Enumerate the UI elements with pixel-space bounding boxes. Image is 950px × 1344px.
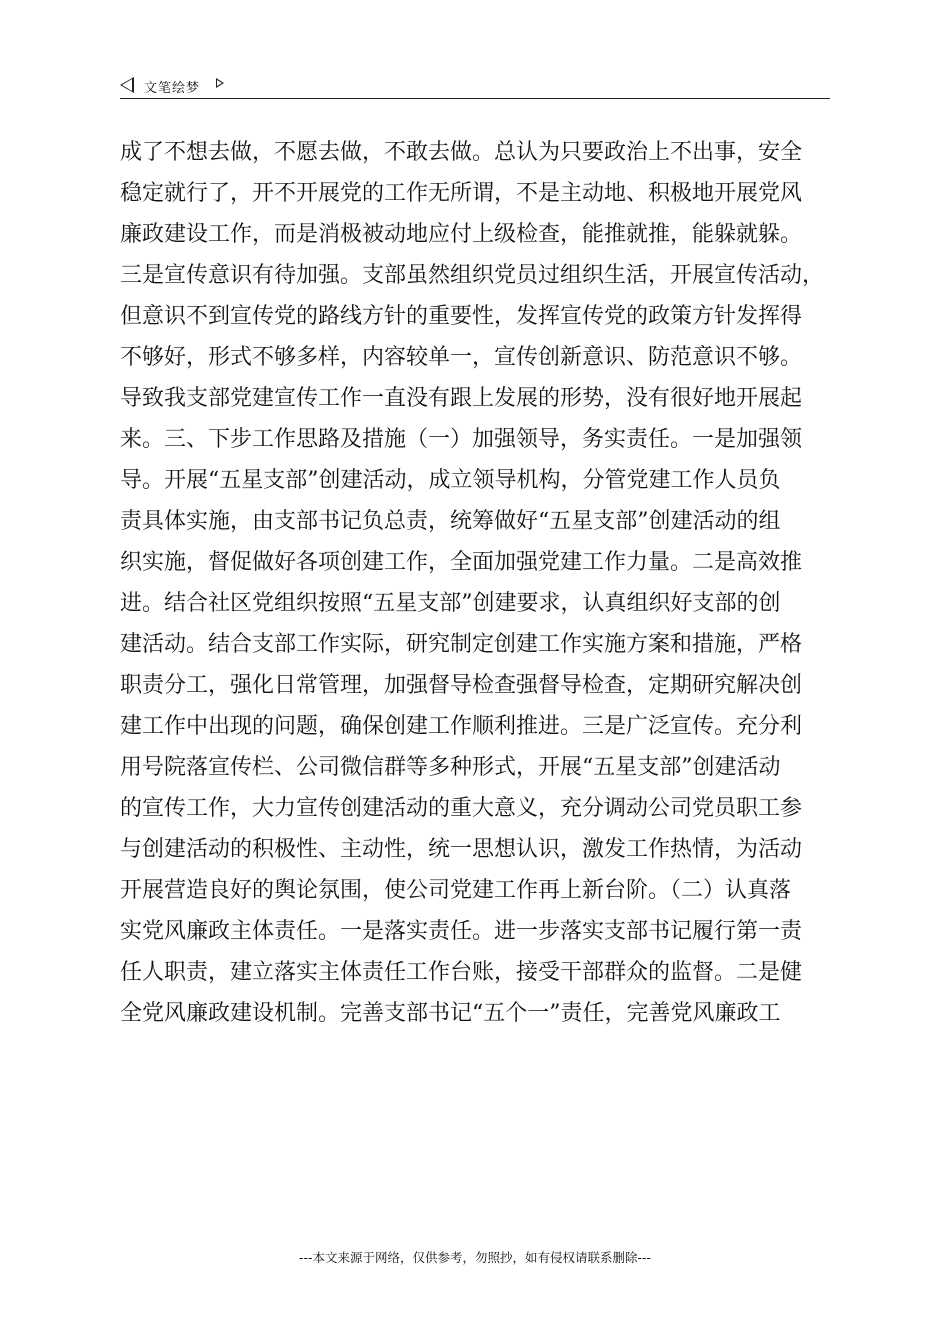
header-title: 文笔绘梦	[144, 81, 201, 96]
body-line: 职责分工，强化日常管理，加强督导检查强督导检查，定期研究解决创	[120, 673, 803, 698]
body-line: 但意识不到宣传党的路线方针的重要性，发挥宣传党的政策方针发挥得	[120, 304, 803, 329]
body-line: 的宣传工作，大力宣传创建活动的重大意义，充分调动公司党员职工参	[120, 796, 803, 821]
body-line: 与创建活动的积极性、主动性，统一思想认识，激发工作热情，为活动	[120, 837, 803, 862]
body-line: 全党风廉政建设机制。完善支部书记“五个一”责任，完善党风廉政工	[120, 1001, 781, 1026]
body-line: 不够好，形式不够多样，内容较单一，宣传创新意识、防范意识不够。	[120, 345, 803, 370]
body-line: 导致我支部党建宣传工作一直没有跟上发展的形势，没有很好地开展起	[120, 386, 803, 411]
body-line: 责具体实施，由支部书记负总责，统筹做好“五星支部”创建活动的组	[120, 509, 781, 534]
body-line: 织实施，督促做好各项创建工作，全面加强党建工作力量。二是高效推	[120, 550, 803, 575]
body-line: 三是宣传意识有待加强。支部虽然组织党员过组织生活，开展宣传活动，	[120, 263, 825, 288]
page-header	[120, 74, 830, 99]
body-line: 建工作中出现的问题，确保创建工作顺利推进。三是广泛宣传。充分利	[120, 714, 803, 739]
footer-notice: ---本文来源于网络，仅供参考，勿照抄，如有侵权请联系删除---	[298, 1250, 652, 1265]
body-line: 任人职责，建立落实主体责任工作台账，接受干部群众的监督。二是健	[120, 960, 803, 985]
body-line: 导。开展“五星支部”创建活动，成立领导机构，分管党建工作人员负	[120, 468, 781, 493]
body-line: 廉政建设工作，而是消极被动地应付上级检查，能推就推，能躲就躲。	[120, 222, 803, 247]
body-line: 实党风廉政主体责任。一是落实责任。进一步落实支部书记履行第一责	[120, 919, 803, 944]
triangle-right-icon	[216, 78, 224, 88]
triangle-left-icon	[120, 77, 134, 93]
body-line: 稳定就行了，开不开展党的工作无所谓，不是主动地、积极地开展党风	[120, 181, 803, 206]
body-line: 开展营造良好的舆论氛围，使公司党建工作再上新台阶。（二）认真落	[120, 878, 792, 903]
body-line: 用号院落宣传栏、公司微信群等多种形式，开展“五星支部”创建活动	[120, 755, 781, 780]
body-line: 来。三、下步工作思路及措施（一）加强领导，务实责任。一是加强领	[120, 427, 803, 452]
body-line: 成了不想去做，不愿去做，不敢去做。总认为只要政治上不出事，安全	[120, 140, 803, 165]
body-line: 建活动。结合支部工作实际，研究制定创建工作实施方案和措施，严格	[120, 632, 803, 657]
document-body	[120, 132, 832, 1034]
body-line: 进。结合社区党组织按照“五星支部”创建要求，认真组织好支部的创	[120, 591, 781, 616]
